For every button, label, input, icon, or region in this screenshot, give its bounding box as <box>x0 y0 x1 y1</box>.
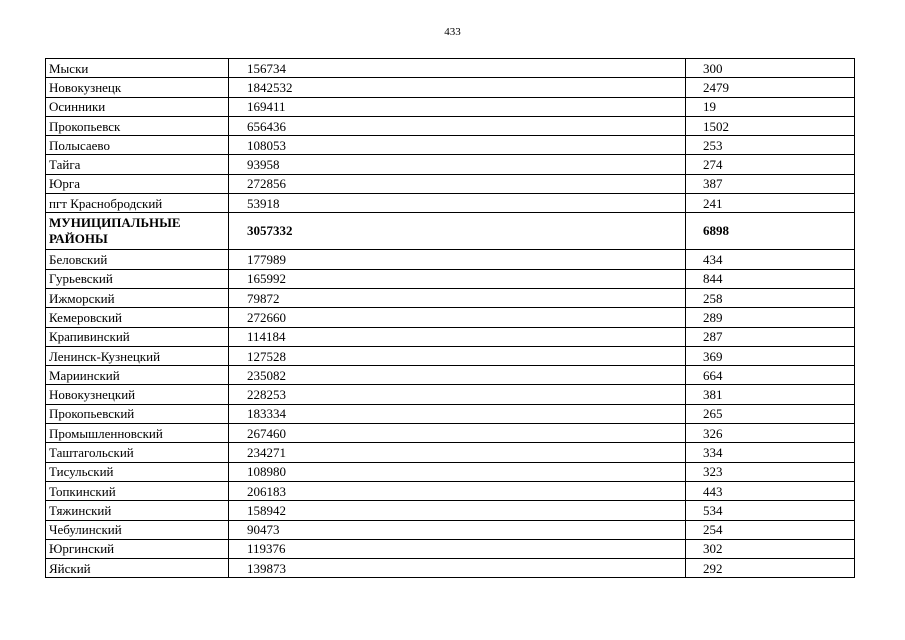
table-row <box>46 366 855 385</box>
cell-value-1: 108053 <box>229 136 686 155</box>
cell-value-1: 183334 <box>229 404 686 423</box>
cell-value-1: 169411 <box>229 97 686 116</box>
table-row <box>46 78 855 97</box>
cell-value-2: 334 <box>686 443 855 462</box>
cell-name: Мыски <box>46 59 229 78</box>
cell-value-1: 90473 <box>229 520 686 539</box>
table-row <box>46 539 855 558</box>
page-number: 433 <box>444 26 461 38</box>
cell-value-2: 19 <box>686 97 855 116</box>
cell-value-2: 2479 <box>686 78 855 97</box>
cell-value-2: 300 <box>686 59 855 78</box>
cell-value-2: 326 <box>686 424 855 443</box>
cell-name: Яйский <box>46 559 229 578</box>
cell-name: Промышленновский <box>46 424 229 443</box>
cell-value-2: 323 <box>686 462 855 481</box>
cell-name: Новокузнецк <box>46 78 229 97</box>
table-row <box>46 194 855 213</box>
cell-name: Прокопьевский <box>46 404 229 423</box>
cell-value-1: 93958 <box>229 155 686 174</box>
cell-value-2: 292 <box>686 559 855 578</box>
cell-value-2: 844 <box>686 269 855 288</box>
cell-value-1: 165992 <box>229 269 686 288</box>
table-row-section-header <box>46 213 855 250</box>
cell-value-2: 302 <box>686 539 855 558</box>
cell-value-2: 664 <box>686 366 855 385</box>
table-row <box>46 385 855 404</box>
table-row <box>46 174 855 193</box>
cell-value-2: 265 <box>686 404 855 423</box>
cell-value-2: 534 <box>686 501 855 520</box>
table-row <box>46 116 855 135</box>
cell-value-2: 434 <box>686 250 855 269</box>
table-row <box>46 443 855 462</box>
cell-value-2: 387 <box>686 174 855 193</box>
table-row <box>46 327 855 346</box>
table-row <box>46 97 855 116</box>
table-row <box>46 59 855 78</box>
cell-name: Юрга <box>46 174 229 193</box>
cell-value-1: 53918 <box>229 194 686 213</box>
cell-value-2: 381 <box>686 385 855 404</box>
cell-value-1: 228253 <box>229 385 686 404</box>
cell-value-2: 258 <box>686 288 855 307</box>
table-row <box>46 404 855 423</box>
table-row <box>46 520 855 539</box>
cell-value-2: 287 <box>686 327 855 346</box>
cell-name: Тайга <box>46 155 229 174</box>
table-row <box>46 288 855 307</box>
cell-value-2: 241 <box>686 194 855 213</box>
cell-name: Юргинский <box>46 539 229 558</box>
cell-value-2: 289 <box>686 308 855 327</box>
cell-value-1: 272660 <box>229 308 686 327</box>
table-row <box>46 269 855 288</box>
cell-value-2: 1502 <box>686 116 855 135</box>
cell-name: Крапивинский <box>46 327 229 346</box>
cell-value-2: 369 <box>686 346 855 365</box>
cell-name: Осинники <box>46 97 229 116</box>
cell-value-2: 443 <box>686 481 855 500</box>
table-row <box>46 559 855 578</box>
cell-value-1: 235082 <box>229 366 686 385</box>
table-row <box>46 501 855 520</box>
cell-value-1: 158942 <box>229 501 686 520</box>
cell-value-1: 206183 <box>229 481 686 500</box>
cell-name: МУНИЦИПАЛЬНЫЕ РАЙОНЫ <box>46 213 229 250</box>
cell-value-1: 119376 <box>229 539 686 558</box>
cell-name: пгт Краснобродский <box>46 194 229 213</box>
cell-name: Ижморский <box>46 288 229 307</box>
cell-value-1: 139873 <box>229 559 686 578</box>
cell-name: Топкинский <box>46 481 229 500</box>
cell-name: Тисульский <box>46 462 229 481</box>
cell-value-1: 156734 <box>229 59 686 78</box>
cell-value-1: 656436 <box>229 116 686 135</box>
cell-name: Новокузнецкий <box>46 385 229 404</box>
data-table <box>45 58 855 578</box>
table-row <box>46 250 855 269</box>
cell-name: Полысаево <box>46 136 229 155</box>
cell-name: Мариинский <box>46 366 229 385</box>
cell-value-1: 114184 <box>229 327 686 346</box>
cell-value-2: 6898 <box>686 213 855 250</box>
cell-value-1: 267460 <box>229 424 686 443</box>
table-row <box>46 462 855 481</box>
cell-value-1: 234271 <box>229 443 686 462</box>
table-row <box>46 308 855 327</box>
cell-value-2: 254 <box>686 520 855 539</box>
table-row <box>46 481 855 500</box>
cell-name: Тяжинский <box>46 501 229 520</box>
cell-value-1: 177989 <box>229 250 686 269</box>
cell-value-1: 3057332 <box>229 213 686 250</box>
cell-name: Ленинск-Кузнецкий <box>46 346 229 365</box>
cell-name: Прокопьевск <box>46 116 229 135</box>
cell-value-2: 253 <box>686 136 855 155</box>
table-row <box>46 155 855 174</box>
cell-value-1: 108980 <box>229 462 686 481</box>
table-row <box>46 346 855 365</box>
cell-name: Кемеровский <box>46 308 229 327</box>
cell-value-1: 79872 <box>229 288 686 307</box>
cell-name: Гурьевский <box>46 269 229 288</box>
table-row <box>46 136 855 155</box>
cell-name: Чебулинский <box>46 520 229 539</box>
cell-name: Таштагольский <box>46 443 229 462</box>
cell-name: Беловский <box>46 250 229 269</box>
cell-value-1: 1842532 <box>229 78 686 97</box>
table-row <box>46 424 855 443</box>
cell-value-1: 272856 <box>229 174 686 193</box>
cell-value-2: 274 <box>686 155 855 174</box>
table-body <box>46 59 855 578</box>
cell-value-1: 127528 <box>229 346 686 365</box>
